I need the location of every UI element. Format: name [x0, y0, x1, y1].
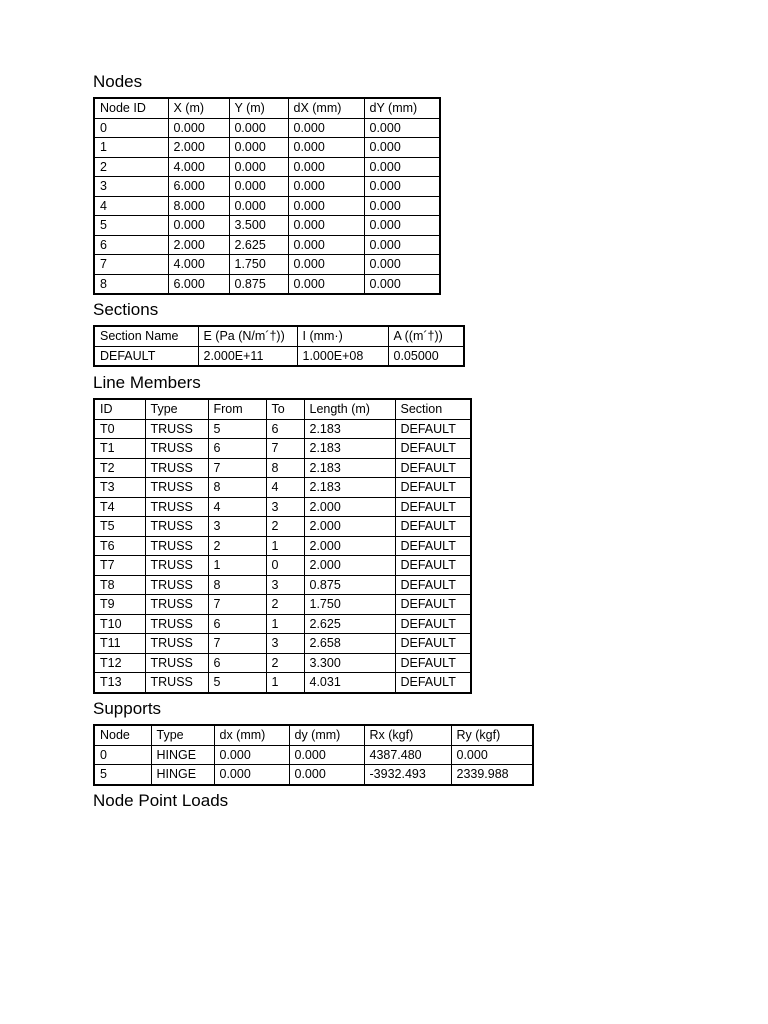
- table-cell: 0.000: [364, 255, 440, 275]
- node-point-loads-section: [93, 791, 228, 816]
- table-cell: 2.658: [304, 634, 395, 654]
- table-cell: 0: [94, 118, 168, 138]
- column-header: dY (mm): [364, 98, 440, 118]
- table-cell: T11: [94, 634, 145, 654]
- table-cell: DEFAULT: [395, 595, 471, 615]
- line-members-section: [93, 373, 472, 694]
- table-cell: 0.000: [229, 177, 288, 197]
- table-cell: 4387.480: [364, 745, 451, 765]
- table-row: [94, 216, 440, 236]
- table-cell: 7: [208, 634, 266, 654]
- table-cell: 2.183: [304, 478, 395, 498]
- column-header: dy (mm): [289, 725, 364, 745]
- table-cell: DEFAULT: [395, 653, 471, 673]
- table-cell: 4: [266, 478, 304, 498]
- table-row: [94, 653, 471, 673]
- table-cell: 0.875: [304, 575, 395, 595]
- table-cell: TRUSS: [145, 634, 208, 654]
- table-row: [94, 346, 464, 366]
- table-cell: 2.000: [304, 497, 395, 517]
- table-row: [94, 118, 440, 138]
- table-cell: TRUSS: [145, 439, 208, 459]
- table-cell: 0: [94, 745, 151, 765]
- supports-table-body: [94, 745, 533, 785]
- table-cell: 0.000: [288, 255, 364, 275]
- table-cell: 8: [208, 478, 266, 498]
- table-cell: HINGE: [151, 745, 214, 765]
- table-cell: T4: [94, 497, 145, 517]
- table-cell: 6.000: [168, 274, 229, 294]
- table-row: [94, 419, 471, 439]
- table-cell: 3: [266, 634, 304, 654]
- table-header-row: [94, 98, 440, 118]
- supports-section: [93, 699, 534, 786]
- table-cell: T5: [94, 517, 145, 537]
- table-cell: 0.000: [168, 118, 229, 138]
- table-cell: TRUSS: [145, 497, 208, 517]
- table-cell: 4.031: [304, 673, 395, 693]
- nodes-table: [93, 97, 441, 295]
- sections-table: [93, 325, 465, 367]
- table-cell: 1.750: [304, 595, 395, 615]
- table-cell: 2: [266, 653, 304, 673]
- column-header: dx (mm): [214, 725, 289, 745]
- table-cell: 2.000: [304, 517, 395, 537]
- table-cell: 0.000: [288, 157, 364, 177]
- table-cell: 0.000: [229, 157, 288, 177]
- supports-title: Supports: [93, 699, 162, 718]
- table-cell: DEFAULT: [395, 458, 471, 478]
- table-cell: 0.000: [229, 196, 288, 216]
- table-cell: TRUSS: [145, 575, 208, 595]
- line-members-title: Line Members: [93, 373, 201, 392]
- table-cell: 0.000: [289, 745, 364, 765]
- table-cell: T13: [94, 673, 145, 693]
- nodes-section: [93, 72, 441, 295]
- table-cell: 2.625: [229, 235, 288, 255]
- table-row: [94, 177, 440, 197]
- table-cell: 4: [94, 196, 168, 216]
- table-cell: T1: [94, 439, 145, 459]
- nodes-table-body: [94, 118, 440, 294]
- table-cell: 0.000: [451, 745, 533, 765]
- table-cell: 2.183: [304, 439, 395, 459]
- table-cell: HINGE: [151, 765, 214, 785]
- table-cell: 0.000: [289, 765, 364, 785]
- table-cell: TRUSS: [145, 556, 208, 576]
- table-cell: DEFAULT: [395, 439, 471, 459]
- table-cell: 1: [94, 138, 168, 158]
- table-cell: 6: [94, 235, 168, 255]
- table-cell: 1.000E+08: [297, 346, 388, 366]
- table-row: [94, 458, 471, 478]
- table-cell: 4.000: [168, 255, 229, 275]
- column-header: ID: [94, 399, 145, 419]
- table-row: [94, 497, 471, 517]
- table-cell: 0.000: [229, 118, 288, 138]
- table-cell: T8: [94, 575, 145, 595]
- table-cell: 7: [266, 439, 304, 459]
- sections-table-body: [94, 346, 464, 366]
- column-header: Type: [151, 725, 214, 745]
- table-cell: 0.000: [288, 177, 364, 197]
- sections-title: Sections: [93, 300, 159, 319]
- table-cell: T0: [94, 419, 145, 439]
- table-cell: 5: [208, 419, 266, 439]
- table-cell: TRUSS: [145, 653, 208, 673]
- column-header: E (Pa (N/m´†)): [198, 326, 297, 346]
- table-cell: 2.000: [304, 536, 395, 556]
- column-header: Section Name: [94, 326, 198, 346]
- table-row: [94, 196, 440, 216]
- table-cell: TRUSS: [145, 614, 208, 634]
- column-header: Node: [94, 725, 151, 745]
- table-cell: 2339.988: [451, 765, 533, 785]
- table-cell: DEFAULT: [395, 634, 471, 654]
- table-cell: 4: [208, 497, 266, 517]
- table-cell: 0.000: [229, 138, 288, 158]
- table-header-row: [94, 725, 533, 745]
- table-cell: 0.000: [364, 196, 440, 216]
- table-header-row: [94, 326, 464, 346]
- table-cell: 2: [94, 157, 168, 177]
- table-cell: T12: [94, 653, 145, 673]
- table-cell: 8: [208, 575, 266, 595]
- table-cell: 2.000E+11: [198, 346, 297, 366]
- column-header: Section: [395, 399, 471, 419]
- table-cell: 2: [266, 517, 304, 537]
- table-cell: T3: [94, 478, 145, 498]
- table-cell: 6: [208, 653, 266, 673]
- table-cell: 1: [266, 614, 304, 634]
- table-cell: 3: [266, 575, 304, 595]
- table-cell: 2.000: [168, 235, 229, 255]
- table-cell: DEFAULT: [395, 673, 471, 693]
- table-row: [94, 556, 471, 576]
- table-cell: 0.000: [214, 765, 289, 785]
- column-header: dX (mm): [288, 98, 364, 118]
- table-cell: 1: [266, 673, 304, 693]
- table-cell: 7: [94, 255, 168, 275]
- table-row: [94, 595, 471, 615]
- column-header: From: [208, 399, 266, 419]
- column-header: A ((m´†)): [388, 326, 464, 346]
- table-cell: TRUSS: [145, 673, 208, 693]
- table-cell: T10: [94, 614, 145, 634]
- table-cell: 0.000: [214, 745, 289, 765]
- table-cell: 0.000: [364, 216, 440, 236]
- table-cell: T6: [94, 536, 145, 556]
- table-cell: DEFAULT: [395, 614, 471, 634]
- table-cell: 3.300: [304, 653, 395, 673]
- table-row: [94, 157, 440, 177]
- table-cell: 6.000: [168, 177, 229, 197]
- column-header: X (m): [168, 98, 229, 118]
- column-header: I (mm·): [297, 326, 388, 346]
- table-cell: TRUSS: [145, 419, 208, 439]
- table-cell: TRUSS: [145, 478, 208, 498]
- table-cell: 2.000: [168, 138, 229, 158]
- table-row: [94, 634, 471, 654]
- table-cell: 3.500: [229, 216, 288, 236]
- table-row: [94, 765, 533, 785]
- column-header: Length (m): [304, 399, 395, 419]
- line-members-table: [93, 398, 472, 694]
- table-cell: 7: [208, 458, 266, 478]
- table-cell: TRUSS: [145, 458, 208, 478]
- table-cell: 0.000: [364, 177, 440, 197]
- table-cell: 5: [94, 216, 168, 236]
- table-row: [94, 614, 471, 634]
- table-cell: 6: [208, 439, 266, 459]
- table-row: [94, 575, 471, 595]
- table-cell: 0.875: [229, 274, 288, 294]
- table-cell: TRUSS: [145, 595, 208, 615]
- table-cell: 0.000: [288, 274, 364, 294]
- table-row: [94, 673, 471, 693]
- table-cell: 3: [94, 177, 168, 197]
- column-header: Node ID: [94, 98, 168, 118]
- column-header: Rx (kgf): [364, 725, 451, 745]
- table-cell: 8.000: [168, 196, 229, 216]
- table-cell: 0.05000: [388, 346, 464, 366]
- table-cell: DEFAULT: [395, 517, 471, 537]
- table-cell: 2.183: [304, 458, 395, 478]
- table-row: [94, 138, 440, 158]
- table-cell: 3: [208, 517, 266, 537]
- table-cell: 8: [94, 274, 168, 294]
- table-row: [94, 255, 440, 275]
- line-members-table-body: [94, 419, 471, 693]
- table-cell: 8: [266, 458, 304, 478]
- table-cell: 1: [266, 536, 304, 556]
- table-row: [94, 235, 440, 255]
- table-cell: 0: [266, 556, 304, 576]
- table-cell: DEFAULT: [395, 556, 471, 576]
- table-cell: 0.000: [364, 157, 440, 177]
- table-cell: 2: [266, 595, 304, 615]
- table-cell: -3932.493: [364, 765, 451, 785]
- table-cell: 2.625: [304, 614, 395, 634]
- table-cell: T2: [94, 458, 145, 478]
- table-cell: 6: [266, 419, 304, 439]
- table-cell: 0.000: [288, 216, 364, 236]
- node-point-loads-title: Node Point Loads: [93, 791, 229, 810]
- table-cell: 0.000: [168, 216, 229, 236]
- table-cell: 6: [208, 614, 266, 634]
- table-cell: 5: [208, 673, 266, 693]
- column-header: Type: [145, 399, 208, 419]
- table-cell: 1.750: [229, 255, 288, 275]
- table-row: [94, 536, 471, 556]
- table-cell: 0.000: [288, 138, 364, 158]
- table-cell: DEFAULT: [94, 346, 198, 366]
- table-cell: 2.000: [304, 556, 395, 576]
- table-cell: DEFAULT: [395, 478, 471, 498]
- table-cell: TRUSS: [145, 517, 208, 537]
- sections-section: [93, 300, 465, 367]
- column-header: To: [266, 399, 304, 419]
- table-cell: 0.000: [288, 118, 364, 138]
- table-cell: DEFAULT: [395, 419, 471, 439]
- table-cell: 0.000: [364, 118, 440, 138]
- table-row: [94, 439, 471, 459]
- table-cell: 0.000: [364, 138, 440, 158]
- table-row: [94, 745, 533, 765]
- table-header-row: [94, 399, 471, 419]
- table-cell: TRUSS: [145, 536, 208, 556]
- table-cell: 7: [208, 595, 266, 615]
- supports-table: [93, 724, 534, 786]
- table-cell: 4.000: [168, 157, 229, 177]
- table-cell: DEFAULT: [395, 536, 471, 556]
- table-row: [94, 517, 471, 537]
- column-header: Y (m): [229, 98, 288, 118]
- table-cell: DEFAULT: [395, 497, 471, 517]
- table-cell: 0.000: [288, 196, 364, 216]
- table-cell: 2.183: [304, 419, 395, 439]
- table-cell: 2: [208, 536, 266, 556]
- table-cell: T9: [94, 595, 145, 615]
- table-row: [94, 274, 440, 294]
- table-cell: DEFAULT: [395, 575, 471, 595]
- table-cell: 1: [208, 556, 266, 576]
- table-cell: 3: [266, 497, 304, 517]
- table-cell: 0.000: [288, 235, 364, 255]
- nodes-title: Nodes: [93, 72, 143, 91]
- table-cell: 0.000: [364, 274, 440, 294]
- table-row: [94, 478, 471, 498]
- table-cell: 5: [94, 765, 151, 785]
- table-cell: T7: [94, 556, 145, 576]
- table-cell: 0.000: [364, 235, 440, 255]
- column-header: Ry (kgf): [451, 725, 533, 745]
